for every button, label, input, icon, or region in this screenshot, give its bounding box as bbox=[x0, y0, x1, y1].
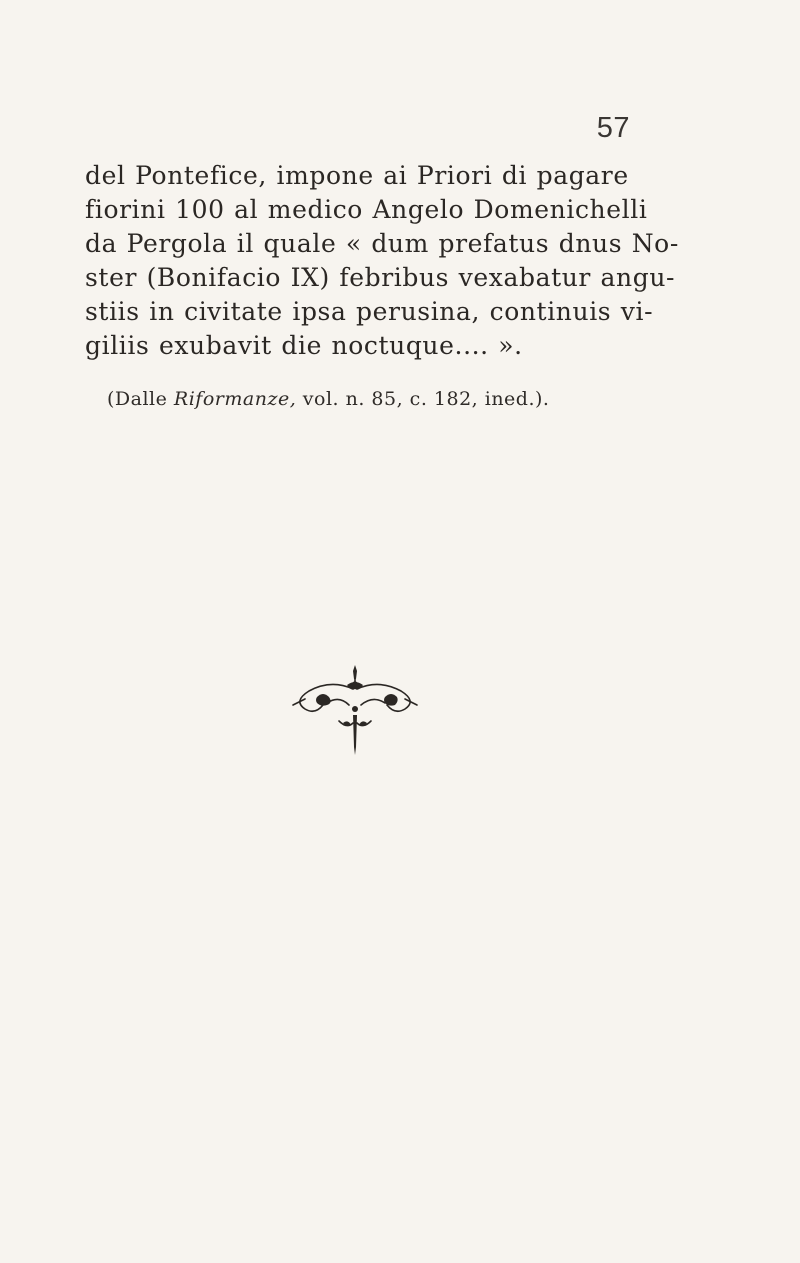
text-line: del Pontefice, impone ai Priori di pagare bbox=[85, 161, 629, 190]
citation bbox=[107, 388, 549, 410]
fleuron-ornament-icon bbox=[287, 665, 427, 761]
citation-suffix: vol. n. 85, c. 182, ined.). bbox=[296, 388, 550, 410]
body-text bbox=[85, 159, 679, 363]
citation-title: Riformanze, bbox=[173, 388, 297, 410]
text-line: ster (Bonifacio IX) febribus vexabatur angu- bbox=[85, 263, 676, 292]
text-line: da Pergola il quale « dum prefatus dnus No- bbox=[85, 229, 679, 258]
text-line: fiorini 100 al medico Angelo Domenichelli bbox=[85, 195, 648, 224]
page-number: 57 bbox=[596, 112, 630, 144]
citation-prefix: (Dalle bbox=[107, 388, 174, 410]
text-line: stiis in civitate ipsa perusina, continuis vi- bbox=[85, 297, 654, 326]
text-line: giliis exubavit die noctuque.... ». bbox=[85, 331, 523, 360]
